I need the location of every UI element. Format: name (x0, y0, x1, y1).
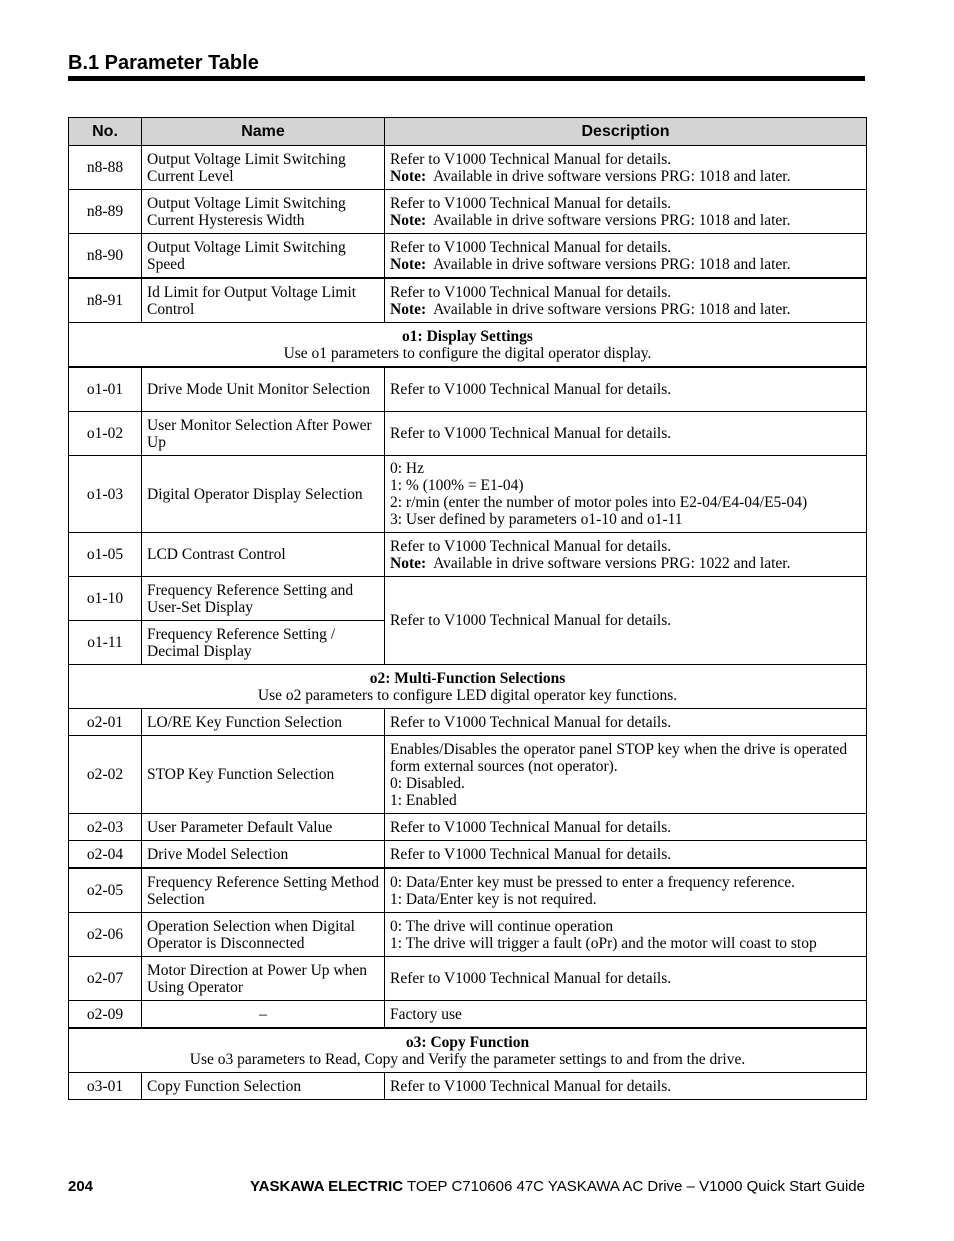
table-row (69, 412, 867, 456)
param-name: Output Voltage Limit Switching Current Level (142, 146, 385, 190)
description-line: Refer to V1000 Technical Manual for details. (390, 150, 672, 168)
param-no: o1-10 (69, 577, 142, 621)
section-cell (69, 323, 867, 368)
param-no: o2-03 (69, 814, 142, 841)
section-heading: B.1 Parameter Table (68, 52, 865, 81)
param-name: STOP Key Function Selection (142, 736, 385, 814)
footer-doc-title: TOEP C710606 47C YASKAWA AC Drive – V1000 Quick Start Guide (403, 1178, 865, 1195)
note-text: Available in drive software versions PRG: 1022 and later. (433, 554, 791, 572)
table-row (69, 278, 867, 323)
table-row (69, 456, 867, 533)
note-line (390, 168, 861, 185)
description-line: 1: % (100% = E1-04) (390, 477, 524, 494)
section-title: o2: Multi-Function Selections (369, 669, 566, 687)
table-row (69, 841, 867, 869)
table-row (69, 533, 867, 577)
section-subtitle: Use o1 parameters to configure the digital operator display. (283, 344, 652, 362)
param-no: o2-09 (69, 1001, 142, 1029)
table-row (69, 868, 867, 913)
page-number: 204 (68, 1178, 94, 1195)
section-title: o1: Display Settings (402, 327, 533, 345)
param-name: LO/RE Key Function Selection (142, 709, 385, 736)
param-description (385, 234, 867, 279)
param-no: o2-04 (69, 841, 142, 869)
note-label: Note: (390, 554, 427, 572)
param-description: Refer to V1000 Technical Manual for details. (385, 367, 867, 412)
table-row (69, 1073, 867, 1100)
param-description: Refer to V1000 Technical Manual for details. (385, 814, 867, 841)
param-description (385, 868, 867, 913)
param-no: o1-11 (69, 621, 142, 665)
section-title: o3: Copy Function (405, 1033, 530, 1051)
param-no: o2-07 (69, 957, 142, 1001)
table-row (69, 913, 867, 957)
param-no: o3-01 (69, 1073, 142, 1100)
param-name: Id Limit for Output Voltage Limit Control (142, 278, 385, 323)
table-row (69, 146, 867, 190)
note-label: Note: (390, 211, 427, 229)
table-row (69, 814, 867, 841)
param-no: n8-88 (69, 146, 142, 190)
description-line: 1: The drive will trigger a fault (oPr) and the motor will coast to stop (390, 934, 817, 952)
description-line: Refer to V1000 Technical Manual for details. (390, 283, 672, 301)
table-row (69, 367, 867, 412)
section-cell (69, 665, 867, 709)
param-name: Output Voltage Limit Switching Speed (142, 234, 385, 279)
section-subtitle: Use o3 parameters to Read, Copy and Verify the parameter settings to and from the drive. (189, 1050, 746, 1068)
note-line (390, 256, 861, 273)
description-line: 2: r/min (enter the number of motor poles into E2-04/E4-04/E5-04) (390, 494, 808, 511)
note-text: Available in drive software versions PRG: 1018 and later. (433, 255, 791, 273)
param-no: o1-02 (69, 412, 142, 456)
parameter-table (68, 117, 867, 1100)
note-label: Note: (390, 167, 427, 185)
param-no: o1-05 (69, 533, 142, 577)
param-no: o2-01 (69, 709, 142, 736)
param-name: Drive Model Selection (142, 841, 385, 869)
description-line: 3: User defined by parameters o1-10 and o1-11 (390, 511, 683, 528)
footer-brand: YASKAWA ELECTRIC (250, 1178, 404, 1195)
param-no: o1-01 (69, 367, 142, 412)
note-label: Note: (390, 300, 427, 318)
param-description (385, 736, 867, 814)
param-description (385, 190, 867, 234)
section-row-o3 (69, 1028, 867, 1073)
param-description: Refer to V1000 Technical Manual for details. (385, 957, 867, 1001)
note-text: Available in drive software versions PRG: 1018 and later. (433, 300, 791, 318)
table-row (69, 190, 867, 234)
param-name: Digital Operator Display Selection (142, 456, 385, 533)
param-name: Frequency Reference Setting Method Selection (142, 868, 385, 913)
table-row (69, 577, 867, 621)
description-line: Refer to V1000 Technical Manual for details. (390, 537, 672, 555)
table-header-row (69, 118, 867, 146)
description-line: 1: Enabled (390, 791, 457, 809)
section-row-o1 (69, 323, 867, 368)
param-name: Frequency Reference Setting and User-Set Display (142, 577, 385, 621)
param-name: Operation Selection when Digital Operator is Disconnected (142, 913, 385, 957)
table-row (69, 709, 867, 736)
section-cell (69, 1028, 867, 1073)
param-description (385, 533, 867, 577)
param-description (385, 456, 867, 533)
column-header-name: Name (142, 118, 385, 146)
column-header-no: No. (69, 118, 142, 146)
param-name: – (142, 1001, 385, 1029)
description-line: 0: The drive will continue operation (390, 917, 614, 935)
description-line: 1: Data/Enter key is not required. (390, 890, 597, 908)
description-line: Refer to V1000 Technical Manual for details. (390, 238, 672, 256)
description-line: Refer to V1000 Technical Manual for details. (390, 194, 672, 212)
param-description: Refer to V1000 Technical Manual for details. (385, 577, 867, 665)
param-name: Output Voltage Limit Switching Current Hysteresis Width (142, 190, 385, 234)
param-no: o2-05 (69, 868, 142, 913)
param-description: Refer to V1000 Technical Manual for details. (385, 1073, 867, 1100)
description-line: Enables/Disables the operator panel STOP key when the drive is operated form external sources (not operator). (390, 740, 848, 775)
param-no: o2-02 (69, 736, 142, 814)
param-description: Refer to V1000 Technical Manual for details. (385, 412, 867, 456)
column-header-description: Description (385, 118, 867, 146)
note-label: Note: (390, 255, 427, 273)
param-no: o2-06 (69, 913, 142, 957)
param-name: User Monitor Selection After Power Up (142, 412, 385, 456)
param-no: n8-91 (69, 278, 142, 323)
param-name: LCD Contrast Control (142, 533, 385, 577)
table-row (69, 957, 867, 1001)
param-no: n8-90 (69, 234, 142, 279)
note-text: Available in drive software versions PRG: 1018 and later. (433, 167, 791, 185)
table-row (69, 1001, 867, 1029)
footer-document-info (250, 1178, 865, 1195)
param-description: Refer to V1000 Technical Manual for details. (385, 709, 867, 736)
param-name: Frequency Reference Setting / Decimal Display (142, 621, 385, 665)
table-row (69, 736, 867, 814)
param-description (385, 146, 867, 190)
note-line (390, 555, 861, 572)
note-line (390, 301, 861, 318)
table-row (69, 234, 867, 279)
param-no: o1-03 (69, 456, 142, 533)
param-description: Refer to V1000 Technical Manual for details. (385, 841, 867, 869)
description-line: 0: Hz (390, 460, 425, 477)
param-name: Motor Direction at Power Up when Using Operator (142, 957, 385, 1001)
param-description (385, 913, 867, 957)
note-text: Available in drive software versions PRG: 1018 and later. (433, 211, 791, 229)
description-line: 0: Data/Enter key must be pressed to enter a frequency reference. (390, 873, 795, 891)
note-line (390, 212, 861, 229)
section-subtitle: Use o2 parameters to configure LED digital operator key functions. (257, 686, 678, 704)
description-line: 0: Disabled. (390, 774, 465, 792)
param-name: User Parameter Default Value (142, 814, 385, 841)
section-row-o2 (69, 665, 867, 709)
param-description: Factory use (385, 1001, 867, 1029)
param-description (385, 278, 867, 323)
param-no: n8-89 (69, 190, 142, 234)
param-name: Drive Mode Unit Monitor Selection (142, 367, 385, 412)
param-name: Copy Function Selection (142, 1073, 385, 1100)
